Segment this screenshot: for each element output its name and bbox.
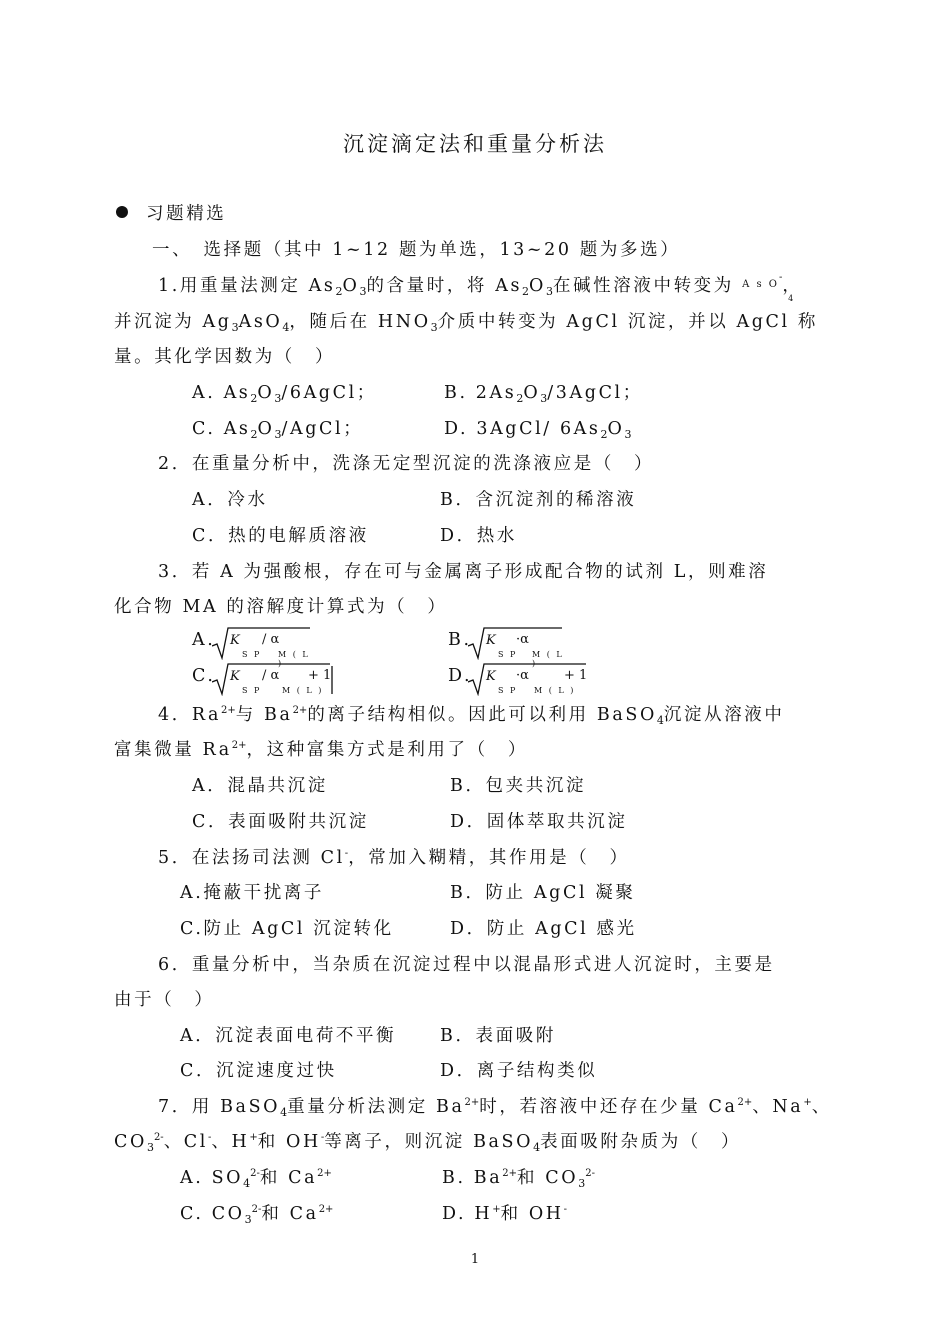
q4-option-c: C．表面吸附共沉淀 [192, 812, 369, 832]
page-number: 1 [470, 1252, 480, 1267]
arsenate-formula: A s O- 4 [742, 272, 796, 303]
q3-option-d-label: D. [448, 666, 473, 686]
q1-line-2: 并沉淀为 $Ag_3AsO_4$，随后在 $HNO_3$介质中转变为 AgCl 沉淀，并以 AgCl 称 [114, 312, 818, 334]
q3-option-a-label: A. [192, 630, 216, 650]
q6-option-b: B．表面吸附 [440, 1026, 556, 1046]
q7-option-d: D. H+和 OH- [442, 1204, 568, 1224]
q3-option-a-formula: K / α S P M ( L ) [212, 626, 312, 660]
q4-stem-line-1: 4．$Ra^{2+}$与 $Ba^{2+}$的离子结构相似。因此可以利用 BaSO$_4$沉淀从溶液中 [158, 705, 785, 727]
q2-option-d: D．热水 [440, 526, 517, 546]
q3-option-b-formula: K ·α S P M ( L ) [468, 626, 568, 660]
q5-option-a: A.掩蔽干扰离子 [180, 883, 325, 903]
q3-stem-line-1: 3．若 A 为强酸根，存在可与金属离子形成配合物的试剂 L，则难溶 [158, 562, 769, 582]
q5-option-b: B．防止 AgCl 凝聚 [450, 883, 636, 903]
q1-line-1: 1.用重量法测定 $As_2O_3$的含量时，将 $As_2O_3$在碱性溶液中转变为 A s O- 4 ， [158, 272, 803, 303]
q1-option-c: C. $As_2O_3$/AgCl； [192, 419, 364, 441]
q1-option-a: A. $As_2O_3/6AgCl$； [192, 383, 377, 405]
q3-option-d-formula: K ·α + 1 S P M ( L ) [468, 662, 592, 696]
q7-option-b: B. $Ba^{2+}$和 $CO_3^{2-}$ [442, 1168, 595, 1190]
q2-option-a: A．冷水 [192, 490, 268, 510]
q6-stem-line-1: 6．重量分析中，当杂质在沉淀过程中以混晶形式进人沉淀时，主要是 [158, 955, 775, 975]
bullet-icon [116, 206, 128, 218]
q3-stem-line-2: 化合物 MA 的溶解度计算式为（ ） [114, 597, 448, 617]
q5-option-d: D．防止 AgCl 感光 [450, 919, 637, 939]
q5-stem: 5．在法扬司法测 Cl-，常加入糊精，其作用是（ ） [158, 848, 630, 868]
q5-option-c: C.防止 AgCl 沉淀转化 [180, 919, 394, 939]
q3-option-c-formula: K / α + 1 S P M ( L ) [212, 662, 336, 696]
q7-stem-line-1: 7．用 BaSO$_4$重量分析法测定 $Ba^{2+}$时，若溶液中还存在少量 $Ca^{2+}$、Na+、 [158, 1097, 832, 1119]
page-title: 沉淀滴定法和重量分析法 [343, 132, 607, 156]
q4-stem-line-2: 富集微量 $Ra^{2+}$，这种富集方式是利用了（ ） [114, 740, 528, 760]
q7-option-c: C. $CO_3^{2-}$和 $Ca^{2+}$ [180, 1204, 334, 1226]
q3-option-b-label: B. [448, 630, 472, 650]
q1-option-d: D. 3AgCl/ $6As_2O_3$ [444, 419, 632, 441]
q2-stem: 2．在重量分析中，洗涤无定型沉淀的洗涤液应是（ ） [158, 454, 655, 474]
q6-option-a: A．沉淀表面电荷不平衡 [180, 1026, 397, 1046]
q4-option-b: B．包夹共沉淀 [450, 776, 587, 796]
part-heading: 一、 选择题（其中 1~12 题为单选，13~20 题为多选） [152, 240, 681, 260]
q7-option-a: A. $SO_4^{2-}$和 $Ca^{2+}$ [180, 1168, 332, 1190]
q3-option-c-label: C. [192, 666, 216, 686]
q7-stem-line-2: $CO_3^{2-}$、Cl-、H+和 OH-等离子，则沉淀 BaSO$_4$表面吸附杂质为（ ） [114, 1132, 742, 1154]
q6-option-d: D．离子结构类似 [440, 1061, 598, 1081]
q1-line-3: 量。其化学因数为（ ） [114, 347, 336, 367]
q1-option-b: B. $2As_2O_3/3AgCl$； [444, 383, 643, 405]
q6-stem-line-2: 由于（ ） [114, 990, 215, 1010]
q6-option-c: C．沉淀速度过快 [180, 1061, 337, 1081]
q2-option-c: C．热的电解质溶液 [192, 526, 369, 546]
q4-option-d: D．固体萃取共沉淀 [450, 812, 628, 832]
section-heading: 习题精选 [146, 204, 227, 224]
q4-option-a: A．混晶共沉淀 [192, 776, 328, 796]
q2-option-b: B．含沉淀剂的稀溶液 [440, 490, 637, 510]
